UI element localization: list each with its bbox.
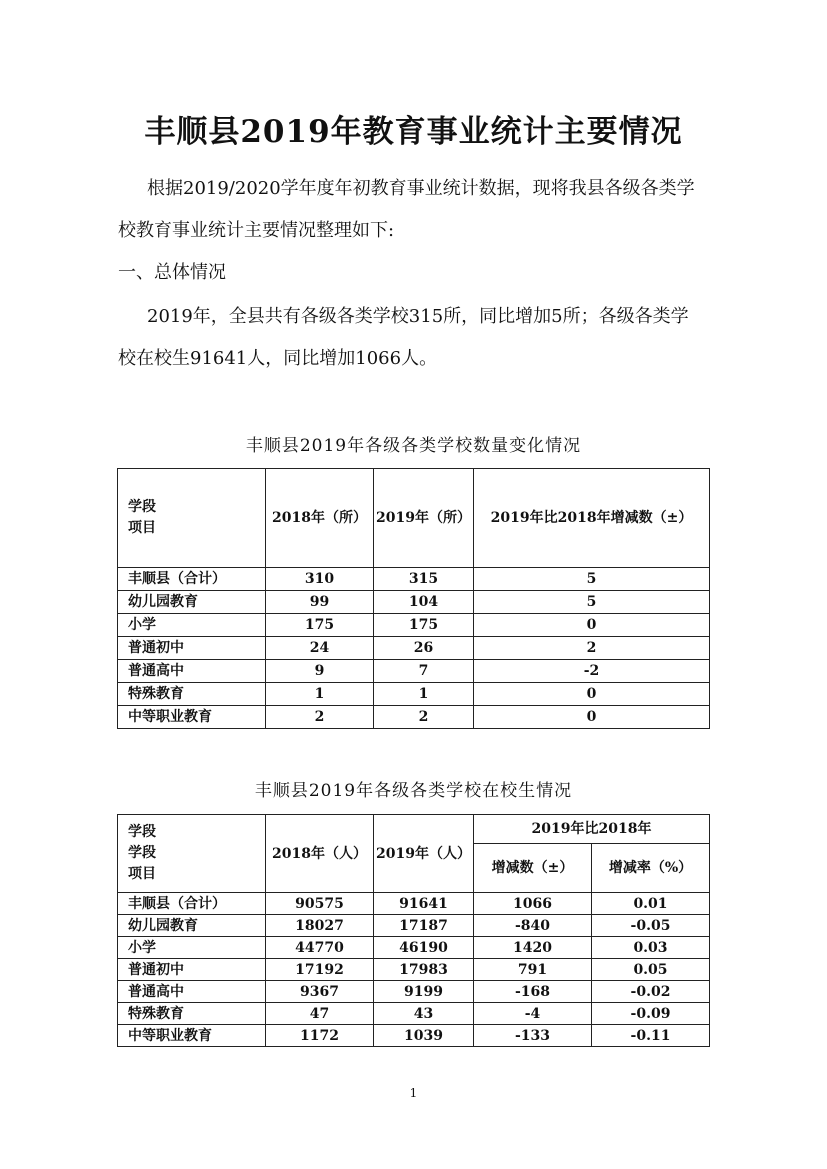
cell-diff: 1066 [474,893,592,915]
table-row [118,893,710,915]
corner-label: 学段 [128,824,156,840]
table-row [118,915,710,937]
row-label: 幼儿园教育 [118,915,266,937]
cell-rate: -0.11 [592,1025,710,1047]
corner-label: 学段 [128,499,156,515]
cell-diff: 0 [474,614,710,637]
summary-paragraph-line-2: 校在校生91641人，同比增加1066人。 [118,348,438,369]
cell-y2018: 18027 [266,915,374,937]
row-label: 丰顺县（合计） [118,568,266,591]
cell-rate: 0.01 [592,893,710,915]
cell-y2019: 104 [374,591,474,614]
table-row [118,981,710,1003]
cell-diff: 5 [474,591,710,614]
row-label: 小学 [118,614,266,637]
cell-diff: -133 [474,1025,592,1047]
cell-rate: 0.05 [592,959,710,981]
cell-y2018: 9367 [266,981,374,1003]
cell-diff: 0 [474,706,710,729]
column-header: 2018年（人） [266,815,374,893]
cell-diff: -2 [474,660,710,683]
cell-y2018: 17192 [266,959,374,981]
table-row [118,1003,710,1025]
cell-diff: 5 [474,568,710,591]
row-label: 幼儿园教育 [118,591,266,614]
column-header: 2018年（所） [266,469,374,568]
row-label: 特殊教育 [118,683,266,706]
table-row [118,660,710,683]
table-row [118,706,710,729]
cell-rate: -0.02 [592,981,710,1003]
table-row [118,959,710,981]
corner-label: 项目 [128,520,156,536]
cell-y2018: 1172 [266,1025,374,1047]
cell-diff: 791 [474,959,592,981]
summary-paragraph-line-1: 2019年，全县共有各级各类学校315所，同比增加5所；各级各类学 [147,306,689,327]
cell-rate: -0.09 [592,1003,710,1025]
cell-diff: 2 [474,637,710,660]
cell-y2019: 43 [374,1003,474,1025]
cell-diff: -168 [474,981,592,1003]
cell-diff: 1420 [474,937,592,959]
cell-y2019: 2 [374,706,474,729]
cell-y2019: 91641 [374,893,474,915]
row-label: 中等职业教育 [118,1025,266,1047]
intro-paragraph-line-2: 校教育事业统计主要情况整理如下: [118,220,395,241]
cell-y2018: 47 [266,1003,374,1025]
row-label: 特殊教育 [118,1003,266,1025]
row-label: 丰顺县（合计） [118,893,266,915]
column-header: 增减数（±） [474,844,592,893]
table-header-row [118,469,710,568]
table-row [118,568,710,591]
row-label: 普通初中 [118,959,266,981]
cell-diff: 0 [474,683,710,706]
table-row [118,614,710,637]
intro-paragraph-line-1: 根据2019/2020学年度年初教育事业统计数据，现将我县各级各类学 [147,178,695,199]
table-row [118,637,710,660]
row-label: 普通初中 [118,637,266,660]
cell-y2019: 9199 [374,981,474,1003]
table1-caption: 丰顺县2019年各级各类学校数量变化情况 [245,436,582,456]
table-corner-cell [118,469,266,568]
cell-y2019: 1039 [374,1025,474,1047]
cell-y2019: 175 [374,614,474,637]
row-label: 中等职业教育 [118,706,266,729]
student-enrollment-table [117,814,710,1047]
row-label: 小学 [118,937,266,959]
cell-y2019: 315 [374,568,474,591]
cell-y2018: 24 [266,637,374,660]
cell-y2019: 17983 [374,959,474,981]
school-count-table [117,468,710,729]
column-header: 2019年（所） [374,469,474,568]
document-title: 丰顺县2019年教育事业统计主要情况 [144,114,683,150]
column-header: 2019年（人） [374,815,474,893]
cell-y2018: 90575 [266,893,374,915]
table-header-row [118,815,710,844]
cell-rate: -0.05 [592,915,710,937]
cell-y2019: 17187 [374,915,474,937]
cell-y2019: 26 [374,637,474,660]
cell-y2018: 310 [266,568,374,591]
column-header: 增减率（%） [592,844,710,893]
corner-label: 学段 [128,845,156,861]
table-row [118,683,710,706]
cell-rate: 0.03 [592,937,710,959]
cell-y2019: 1 [374,683,474,706]
table-row [118,1025,710,1047]
table-corner-cell [118,815,266,893]
section-heading: 一、总体情况 [118,262,226,283]
corner-label: 项目 [128,866,156,882]
table-row [118,937,710,959]
cell-y2018: 2 [266,706,374,729]
column-header: 2019年比2018年增减数（±） [474,469,710,568]
cell-y2018: 1 [266,683,374,706]
cell-diff: -840 [474,915,592,937]
table-row [118,591,710,614]
row-label: 普通高中 [118,981,266,1003]
cell-y2019: 7 [374,660,474,683]
page-number: 1 [409,1086,418,1100]
column-group-header: 2019年比2018年 [474,815,710,844]
cell-y2019: 46190 [374,937,474,959]
cell-y2018: 9 [266,660,374,683]
cell-y2018: 99 [266,591,374,614]
table2-caption: 丰顺县2019年各级各类学校在校生情况 [254,781,573,801]
cell-y2018: 175 [266,614,374,637]
cell-diff: -4 [474,1003,592,1025]
cell-y2018: 44770 [266,937,374,959]
row-label: 普通高中 [118,660,266,683]
